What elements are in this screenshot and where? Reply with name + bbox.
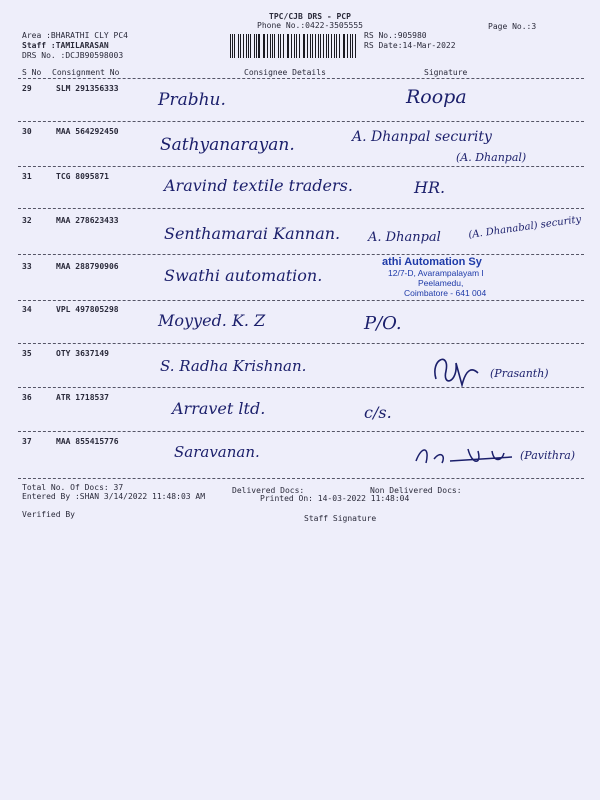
document-title: TPC/CJB DRS - PCP <box>269 12 351 21</box>
staff-field: Staff :TAMILARASAN <box>22 41 109 50</box>
row-consignment: MAA 278623433 <box>56 216 119 225</box>
consignee-handwriting: Senthamarai Kannan. <box>164 224 341 243</box>
consignee-handwriting: S. Radha Krishnan. <box>160 357 307 375</box>
printed-on: Printed On: 14-03-2022 11:48:04 <box>260 494 410 503</box>
stamp-address-line: 12/7-D, Avarampalayam I <box>388 268 484 278</box>
row-sno: 37 <box>22 437 32 446</box>
signature-handwriting-note: (A. Dhanabal) security <box>467 214 582 241</box>
row-sno: 35 <box>22 349 32 358</box>
consignee-handwriting: Arravet ltd. <box>172 399 266 418</box>
row-sno: 33 <box>22 262 32 271</box>
row-consignment: OTY 3637149 <box>56 349 109 358</box>
signature-handwriting: (Prasanth) <box>490 367 549 380</box>
consignee-handwriting: Aravind textile traders. <box>164 176 353 195</box>
stamp-locality: Peelamedu, <box>418 278 464 288</box>
stamp-company-name: athi Automation Sy <box>382 256 482 268</box>
row-sno: 34 <box>22 305 32 314</box>
stamp-city: Coimbatore - 641 004 <box>404 288 487 298</box>
row-sno: 32 <box>22 216 32 225</box>
area-field: Area :BHARATHI CLY PC4 <box>22 31 128 40</box>
header-rule <box>18 78 584 79</box>
signature-scribble <box>428 349 492 391</box>
row-consignment: ATR 1718537 <box>56 393 109 402</box>
barcode <box>230 34 358 58</box>
signature-handwriting-note: (A. Dhanpal) <box>456 151 527 164</box>
row-rule <box>18 387 584 388</box>
row-rule <box>18 300 584 301</box>
row-consignment: SLM 291356333 <box>56 84 119 93</box>
drs-number: DRS No. :DCJB90598003 <box>22 51 124 60</box>
footer-rule <box>18 478 584 479</box>
non-delivered-docs: Non Delivered Docs: <box>370 486 462 495</box>
staff-signature-label: Staff Signature <box>304 514 377 523</box>
column-signature: Signature <box>424 68 468 77</box>
delivered-docs: Delivered Docs: <box>232 486 305 495</box>
entered-by: Entered By :SHAN 3/14/2022 11:48:03 AM <box>22 492 206 501</box>
signature-handwriting: A. Dhanpal security <box>352 129 492 145</box>
signature-handwriting: P/O. <box>364 313 402 334</box>
consignee-handwriting: Swathi automation. <box>164 266 323 285</box>
page-number: Page No.:3 <box>488 22 537 31</box>
rs-date: RS Date:14-Mar-2022 <box>364 41 456 50</box>
row-sno: 31 <box>22 172 32 181</box>
row-rule <box>18 121 584 122</box>
signature-scribble <box>412 441 524 471</box>
consignee-handwriting: Saravanan. <box>174 443 260 461</box>
row-rule <box>18 254 584 255</box>
consignee-handwriting: Sathyanarayan. <box>160 135 295 155</box>
column-consignee: Consignee Details <box>244 68 326 77</box>
row-consignment: MAA 855415776 <box>56 437 119 446</box>
row-sno: 29 <box>22 84 32 93</box>
consignee-handwriting: Moyyed. K. Z <box>158 311 266 330</box>
total-docs: Total No. Of Docs: 37 <box>22 483 124 492</box>
signature-handwriting: HR. <box>414 178 446 197</box>
signature-handwriting: c/s. <box>364 403 392 422</box>
column-sno: S No <box>22 68 42 77</box>
rs-number: RS No.:905980 <box>364 31 427 40</box>
row-consignment: MAA 564292450 <box>56 127 119 136</box>
signature-handwriting: Roopa <box>406 86 467 108</box>
row-sno: 30 <box>22 127 32 136</box>
header-center <box>220 12 400 30</box>
row-rule <box>18 431 584 432</box>
row-rule <box>18 208 584 209</box>
row-consignment: VPL 497805298 <box>56 305 119 314</box>
row-consignment: MAA 288790906 <box>56 262 119 271</box>
row-rule <box>18 343 584 344</box>
row-sno: 36 <box>22 393 32 402</box>
phone-number: Phone No.:0422-3505555 <box>257 21 363 30</box>
verified-by: Verified By <box>22 510 75 519</box>
row-consignment: TCG 8095871 <box>56 172 109 181</box>
signature-handwriting: (Pavithra) <box>520 449 576 462</box>
row-rule <box>18 166 584 167</box>
consignee-handwriting: Prabhu. <box>158 90 226 110</box>
column-consignment: Consignment No <box>52 68 120 77</box>
company-stamp <box>382 256 542 298</box>
signature-handwriting: A. Dhanpal <box>368 230 441 245</box>
